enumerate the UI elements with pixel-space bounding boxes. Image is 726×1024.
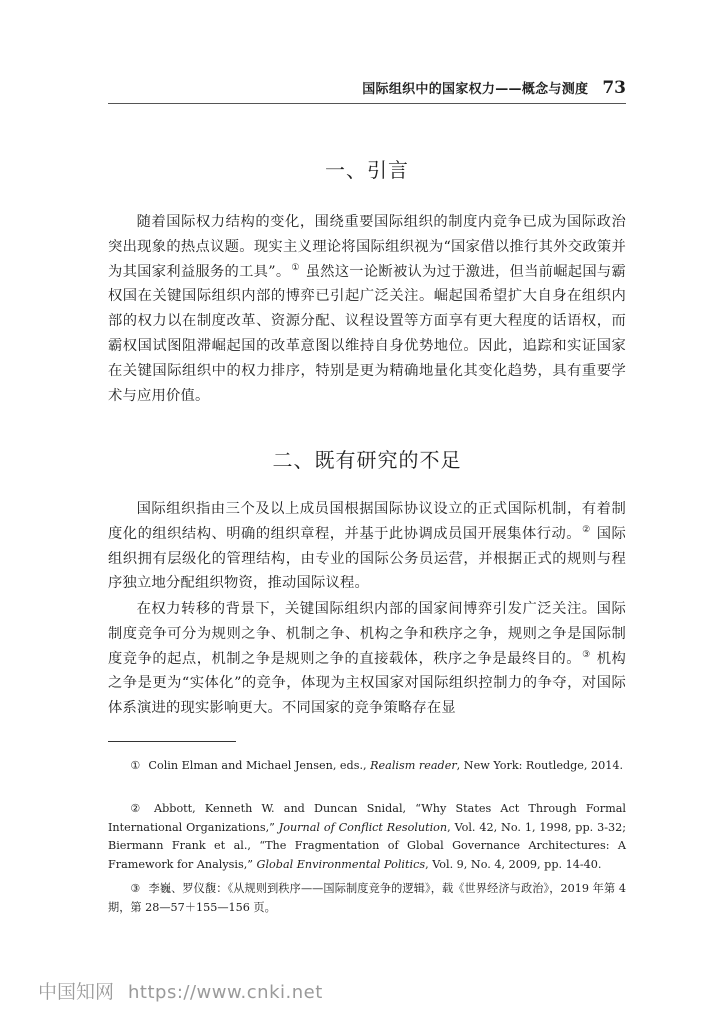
footnote-3 [108,880,626,917]
watermark-brand: 中国知网 [38,981,115,1003]
running-title: 国际组织中的国家权力——概念与测度 [362,82,589,97]
paragraph-text: 随着国际权力结构的变化，围绕重要国际组织的制度内竞争已成为国际政治突出现象的热点议题。现实主义理论将国际组织视为“国家借以推行其外交政策并为其国家利益服务的工具”。 [108,214,626,280]
paragraph-text: 国际组织拥有层级化的管理结构，由专业的国际公务员运营，并根据正式的规则与程序独立地分配组织物资，推动国际议程。 [108,525,627,592]
footnote-2 [108,800,626,874]
footnote-text: , Vol. 42, No. 1, 1998, pp. 3-32; Biermann Frank et al., “The Fragmentation of Global Governance Architectures: A Framework for Analysis,” [108,820,626,871]
footnote-ref-2[interactable]: ② [582,525,591,536]
paragraph-text: 在权力转移的背景下，关键国际组织内部的国家间博弈引发广泛关注。国际制度竞争可分为规则之争、机制之争、机构之争和秩序之争，规则之争是国际制度竞争的起点，机制之争是规则之争的直接载体，秩序之争是最终目的。 [108,601,626,667]
footnote-mark: ② [130,802,147,815]
footnote-italic-title: Journal of Conflict Resolution [278,820,448,834]
paragraph-text: 虽然这一论断被认为过于激进，但当前崛起国与霸权国在关键国际组织内部的博弈已引起广泛关注。崛起国希望扩大自身在组织内部的权力以在制度改革、资源分配、议程设置等方面享有更大程度的话语权，而霸权国试图阻滞崛起国的改革意图以维持自身优势地位。因此，追踪和实证国家在关键国际组织中的权力排序，特别是更为精确地量化其变化趋势，具有重要学术与应用价值。 [108,263,626,404]
footnote-mark: ③ [130,882,141,895]
watermark-url[interactable]: https://www.cnki.net [128,982,323,1003]
footnote-italic-title: Global Environmental Politics [256,857,426,871]
paragraph-text: 国际组织指由三个及以上成员国根据国际协议设立的正式国际机制，有着制度化的组织结构、明确的组织章程，并基于此协调成员国开展集体行动。 [108,501,626,542]
section-heading-literature: 二、既有研究的不足 [272,448,462,472]
running-header [362,78,626,98]
footnote-ref-1[interactable]: ① [291,262,300,273]
footnote-text: Colin Elman and Michael Jensen, eds., [148,759,371,772]
footnote-text: , New York: Routledge, 2014. [456,759,624,772]
page-number: 73 [602,78,626,98]
paragraph-competition [108,597,626,721]
footnote-text: Abbott, Kenneth W. and Duncan Snidal, “Why States Act Through Formal International Organizations,” [108,802,626,834]
paragraph-text: 机构之争是更为“实体化”的竞争，体现为主权国家对国际组织控制力的争夺，对国际体系演进的现实影响更大。不同国家的竞争策略存在显 [108,650,627,717]
footnote-italic-title: Realism reader [370,759,457,772]
footnote-rule [108,741,236,742]
watermark [38,977,323,1004]
footnote-1 [108,757,626,776]
footnote-text: 李巍、罗仪馥：《从规则到秩序——国际制度竞争的逻辑》，载《世界经济与政治》，2019 年第 4 期，第 28—57＋155—156 页。 [108,882,627,914]
footnote-text: , Vol. 9, No. 4, 2009, pp. 14-40. [425,857,602,871]
footnote-mark: ① [130,759,141,772]
paragraph-definition [108,497,626,596]
footnote-ref-3[interactable]: ③ [582,649,591,660]
paragraph-intro [108,210,626,408]
header-rule [108,103,626,104]
section-heading-intro: 一、引言 [325,158,409,182]
